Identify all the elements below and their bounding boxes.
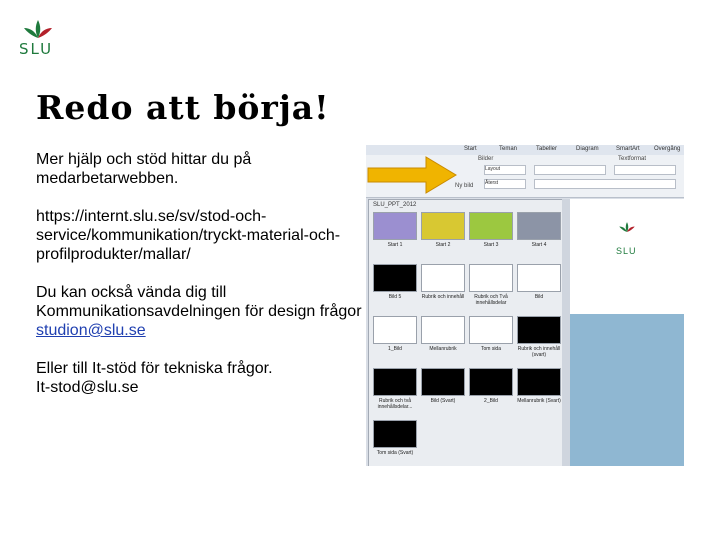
reset-button[interactable]: Återst [484,179,526,189]
slide-blue-band [570,314,684,466]
layout-label: Start 2 [435,242,451,248]
tab-tabeller[interactable]: Tabeller [536,146,558,152]
layout-thumbnail[interactable] [421,368,465,396]
body-text [36,150,366,397]
font-size-select[interactable] [614,165,676,175]
layout-label: Bild [534,294,544,300]
it-paragraph [36,359,366,397]
layout-thumbnail[interactable] [469,368,513,396]
layout-thumbnail[interactable] [421,316,465,344]
layout-thumbnail[interactable] [517,316,561,344]
layout-label: Rubrik och innehåll (svart) [517,346,561,358]
logo-text: SLU [19,40,54,58]
page-title: Redo att börja! [36,88,330,127]
layout-thumbnail[interactable] [469,264,513,292]
layout-thumbnail[interactable] [517,264,561,292]
layout-label: Mellanrubrik [429,346,457,352]
ribbon-group-text: Textformat [618,156,647,162]
tab-start[interactable]: Start [464,146,477,152]
arrow-right-icon [366,155,462,195]
layout-label: Start 3 [483,242,499,248]
design-text: Du kan också vända dig till Kommunikationsavdelningen för design frågor [36,284,362,320]
font-select[interactable] [534,165,606,175]
it-text: Eller till It-stöd för tekniska frågor. [36,360,273,377]
layout-thumbnail[interactable] [421,264,465,292]
layout-thumbnail[interactable] [517,212,561,240]
help-paragraph: Mer hjälp och stöd hittar du på medarbetarwebben. [36,151,252,187]
layout-thumbnail[interactable] [373,316,417,344]
ribbon-group-slides: Bilder [478,156,494,162]
layout-thumbnail[interactable] [373,368,417,396]
layout-label: Bild 5 [388,294,402,300]
design-paragraph [36,283,366,340]
layout-label: Rubrik och Två innehållsdelar [474,294,508,306]
tab-teman[interactable]: Teman [499,146,518,152]
layout-label: 1_Bild [388,346,402,352]
layout-label: Start 4 [531,242,547,248]
layout-panel [368,199,570,466]
layout-label: Rubrik och innehåll [421,294,465,300]
layout-thumbnail[interactable] [373,420,417,448]
panel-scrollbar[interactable] [562,199,570,466]
ribbon-tabs [366,145,684,155]
layout-thumbnail[interactable] [517,368,561,396]
it-email: It-stod@slu.se [36,379,139,396]
layout-screenshot [366,145,684,466]
templates-url[interactable]: https://internt.slu.se/sv/stod-och-service/kommunikation/tryckt-material-och-profilprodukter/mallar/ [36,208,341,263]
slide-logo-icon [616,219,638,245]
tab-diagram[interactable]: Diagram [576,146,599,152]
layout-label: Tom sida (Svart) [376,450,414,456]
slide-preview [570,199,684,466]
studio-email-link[interactable]: studion@slu.se [36,322,146,339]
layout-label: Rubrik och två innehållsdelar... [377,398,413,410]
new-slide-button[interactable]: Ny bild [455,183,474,189]
layout-label: Start 1 [387,242,403,248]
panel-title: SLU_PPT_2012 [373,202,417,208]
layout-label: Bild (Svart) [430,398,456,404]
layout-thumbnail[interactable] [373,212,417,240]
tab-smartart[interactable]: SmartArt [616,146,640,152]
slide-logo-text: SLU [616,246,637,256]
tab-overgang[interactable]: Övergång [654,146,681,152]
layout-label: Mellanrubrik (Svart) [517,398,561,404]
layout-button[interactable]: Layout [484,165,526,175]
layout-thumbnail[interactable] [421,212,465,240]
layout-thumbnail[interactable] [469,212,513,240]
layout-label: 2_Bild [484,398,498,404]
layout-thumbnail[interactable] [469,316,513,344]
layout-label: Tom sida [480,346,501,352]
layout-thumbnail[interactable] [373,264,417,292]
format-buttons[interactable] [534,179,676,189]
